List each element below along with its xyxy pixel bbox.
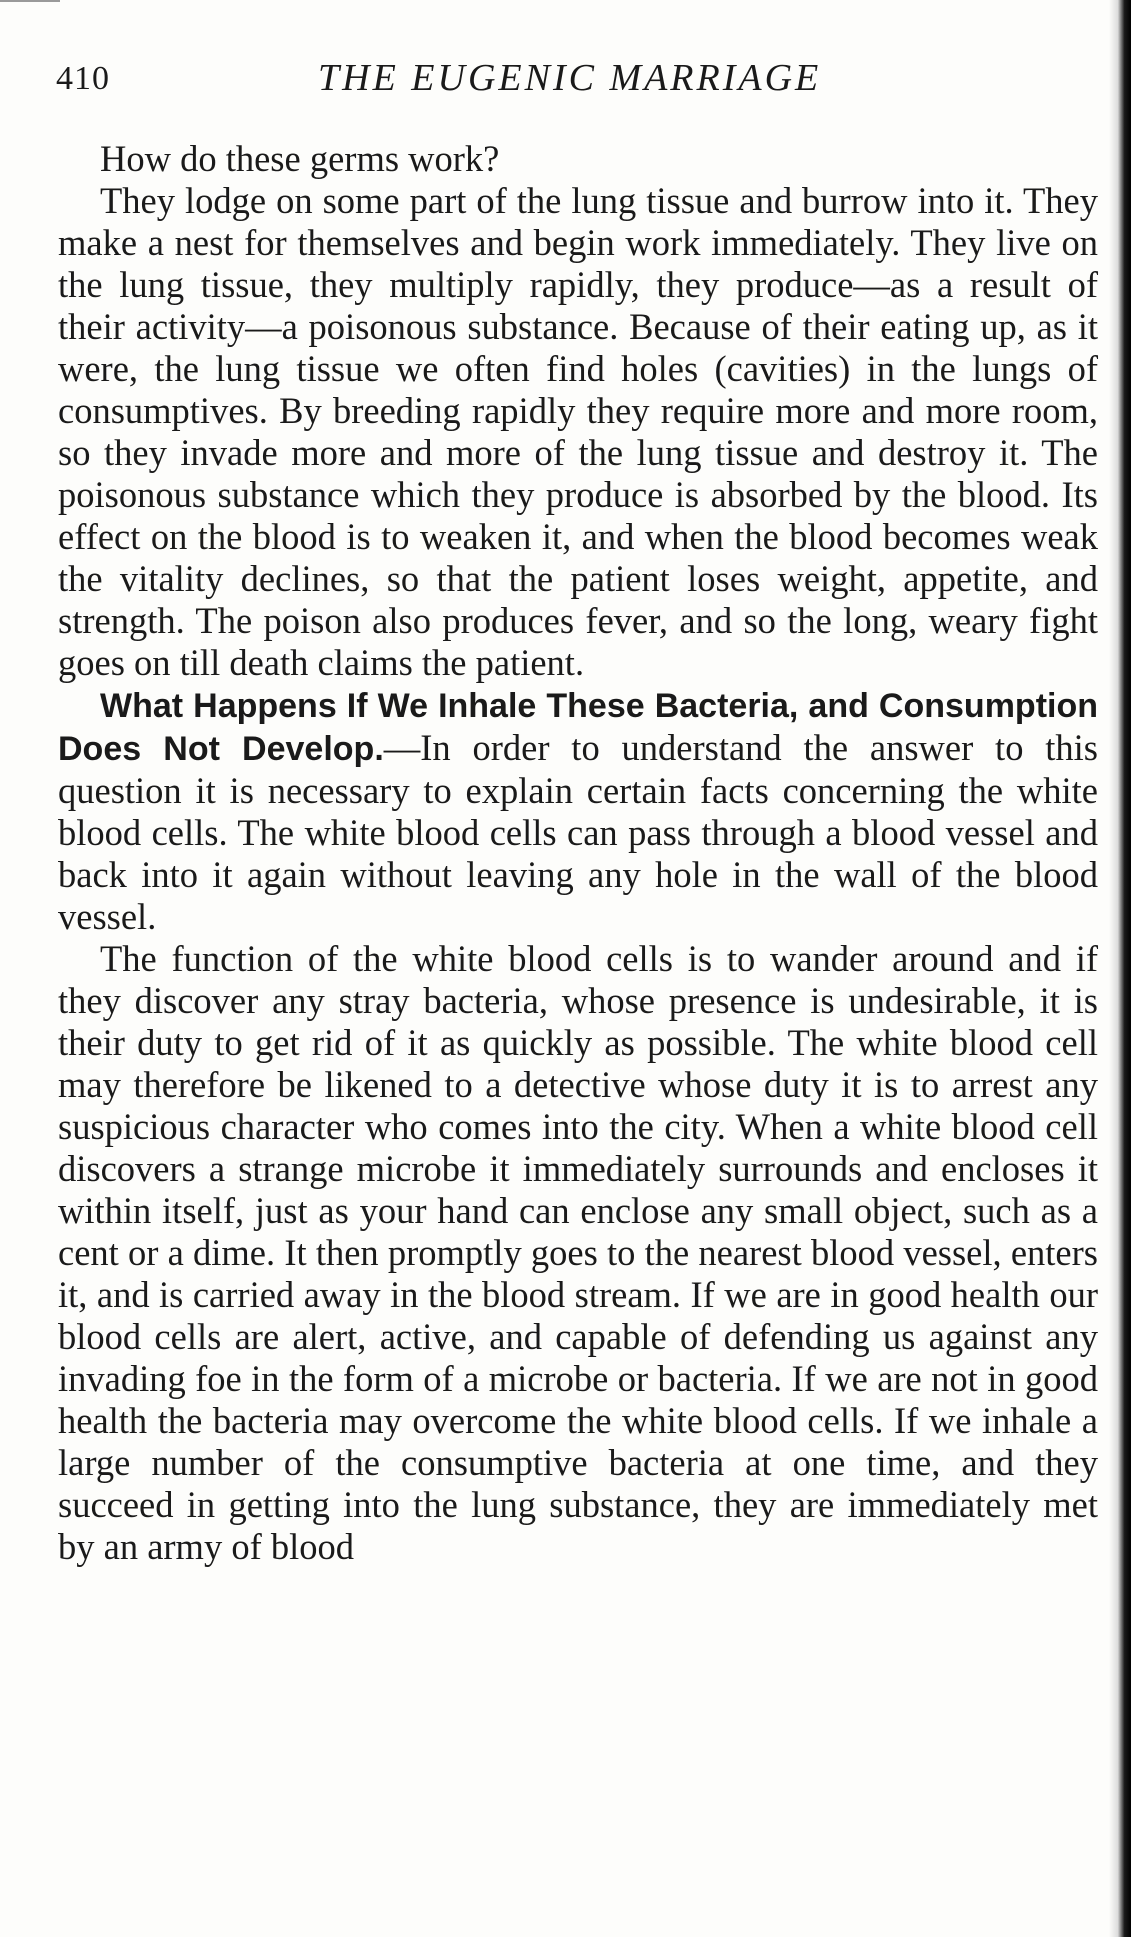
running-title: THE EUGENIC MARRIAGE — [318, 57, 822, 99]
book-binding-edge — [1109, 0, 1131, 1937]
paragraph-question — [58, 138, 1098, 180]
paragraph-white-blood-cells — [58, 938, 1098, 1568]
paragraph-germs-action — [58, 180, 1098, 684]
paragraph-inhale-bacteria — [58, 684, 1098, 938]
running-head — [56, 56, 1066, 106]
scan-artifact-line — [0, 0, 60, 2]
paragraph-text: The function of the white blood cells is to wander around and if they discover any stray bacteria, whose presence is undesirable, it is their duty to get rid of it as quickly as possible. The white blood cell may therefore be likened to a detective whose duty it is to arrest any suspicious character who comes into the city. When a white blood cell discovers a strange microbe it immediately surrounds and encloses it within itself, just as your hand can enclose any small object, such as a cent or a dime. It then promptly goes to the nearest blood vessel, enters it, and is carried away in the blood stream. If we are in good health our blood cells are alert, active, and capable of defending us against any invading foe in the form of a microbe or bacteria. If we are not in good health the bacteria may overcome the white blood cells. If we inhale a large number of the consumptive bacteria at one time, and they succeed in getting into the lung substance, they are immediately met by an army of blood — [58, 938, 1098, 1567]
paragraph-text: How do these germs work? — [100, 138, 500, 179]
paragraph-heading: What Happens If We Inhale These Bacteria, and Consumption Does Not Develop. — [58, 687, 1098, 768]
page-number: 410 — [56, 60, 110, 97]
paragraph-text: —In order to understand the answer to this question it is necessary to explain certain facts concerning the white blood cells. The white blood cells can pass through a blood vessel and back into it again without leaving any hole in the wall of the blood vessel. — [58, 727, 1098, 937]
paragraph-text: They lodge on some part of the lung tissue and burrow into it. They make a nest for themselves and begin work immediately. They live on the lung tissue, they multiply rapidly, they produce—as a result of their activity—a poisonous substance. Because of their eating up, as it were, the lung tissue we often find holes (cavities) in the lungs of consumptives. By breeding rapidly they require more and more room, so they invade more and more of the lung tissue and destroy it. The poisonous substance which they produce is absorbed by the blood. Its effect on the blood is to weaken it, and when the blood becomes weak the vitality declines, so that the patient loses weight, appetite, and strength. The poison also produces fever, and so the long, weary fight goes on till death claims the patient. — [58, 180, 1098, 683]
body-text — [58, 138, 1098, 1568]
